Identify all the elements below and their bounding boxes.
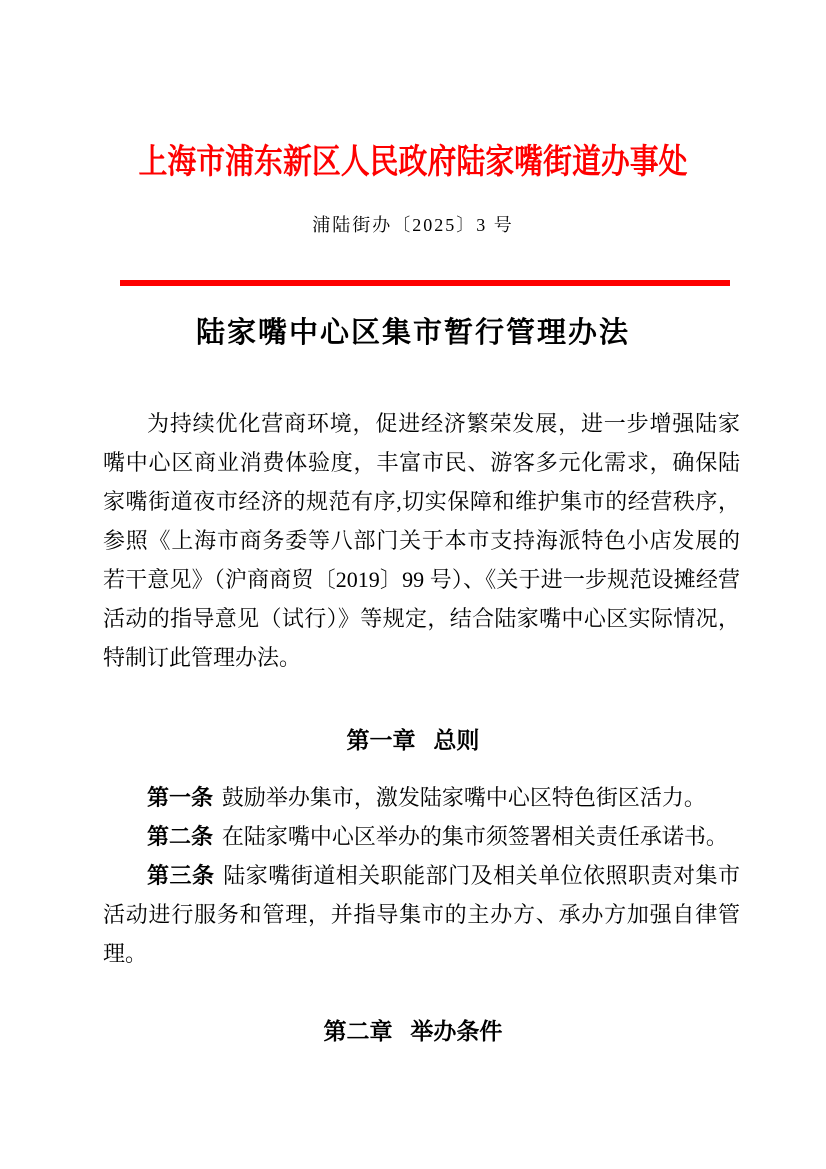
article-2 (103, 817, 740, 856)
intro-paragraph: 为持续优化营商环境，促进经济繁荣发展，进一步增强陆家嘴中心区商业消费体验度，丰富市民、游客多元化需求，确保陆家嘴街道夜市经济的规范有序,切实保障和维护集市的经营秩序，参照《上海市商务委等八部门关于本市支持海派特色小店发展的若干意见》（沪商商贸〔2019〕99 号）、《关于进一步规范设摊经营活动的指导意见（试行）》等规定，结合陆家嘴中心区实际情况，特制订此管理办法。 (103, 411, 740, 670)
article-2-text: 在陆家嘴中心区举办的集市须签署相关责任承诺书。 (221, 824, 728, 849)
article-1-text: 鼓励举办集市，激发陆家嘴中心区特色街区活力。 (221, 785, 706, 810)
agency-header-title: 上海市浦东新区人民政府陆家嘴街道办事处 (138, 143, 688, 181)
document-title: 陆家嘴中心区集市暂行管理办法 (195, 317, 630, 349)
article-3-label: 第三条 (147, 863, 215, 888)
red-divider-rule (120, 280, 730, 286)
article-1 (103, 778, 740, 817)
article-3 (103, 856, 740, 973)
chapter-1-articles (103, 778, 740, 973)
article-1-label: 第一条 (147, 785, 214, 810)
document-reference-number: 浦陆街办〔2025〕3 号 (312, 215, 514, 235)
article-3-text: 陆家嘴街道相关职能部门及相关单位依照职责对集市活动进行服务和管理，并指导集市的主办方、承办方加强自律管理。 (103, 863, 740, 966)
article-2-label: 第二条 (147, 824, 214, 849)
chapter-1-heading: 第一章 总则 (346, 727, 480, 753)
chapter-2-heading: 第二章 举办条件 (323, 1018, 503, 1044)
